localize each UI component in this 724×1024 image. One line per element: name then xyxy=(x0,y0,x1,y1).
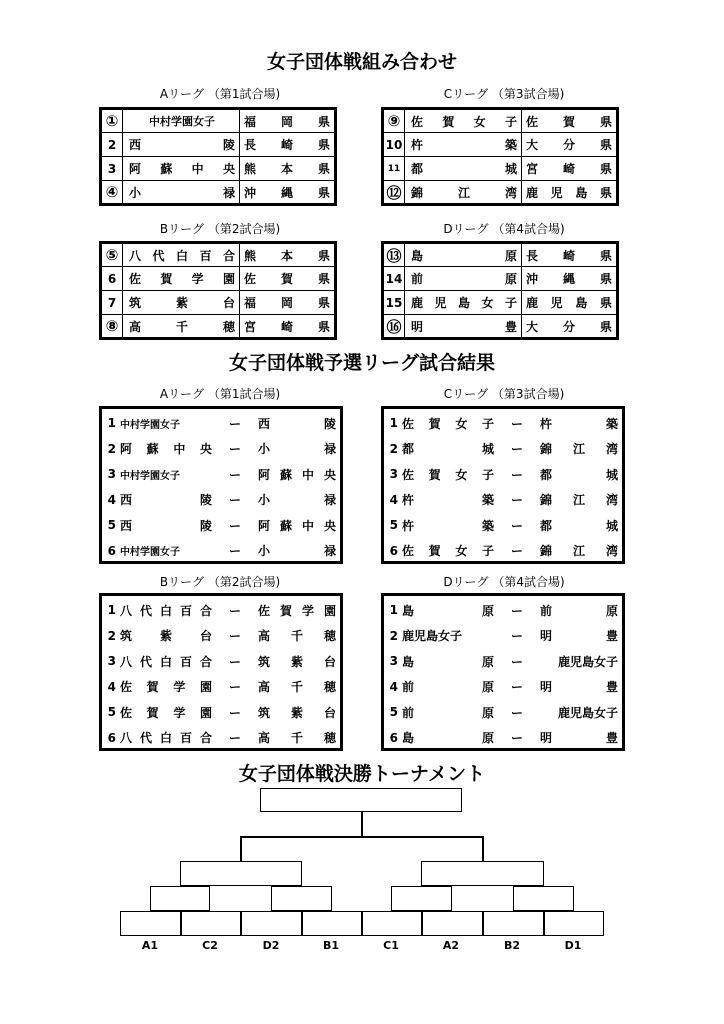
match-number: 3 xyxy=(107,467,116,481)
versus-dash: ー xyxy=(510,416,523,431)
match-number: 5 xyxy=(107,518,116,532)
versus-dash: ー xyxy=(510,467,523,482)
bracket-line xyxy=(240,836,483,838)
results-title: 女子団体戦予選リーグ試合結果 xyxy=(228,352,495,374)
versus-dash: ー xyxy=(228,493,241,507)
match-number: 6 xyxy=(107,543,116,558)
home-team: 都 城 xyxy=(402,442,494,456)
versus-dash: ー xyxy=(228,603,241,618)
prefecture: 大 分 県 xyxy=(526,319,612,334)
prefecture: 長 崎 県 xyxy=(244,138,330,152)
results-d-label: Dリーグ （第4試合場) xyxy=(443,575,565,589)
away-team: 佐 賀 学 園 xyxy=(258,603,336,618)
away-team: 高 千 穂 xyxy=(258,731,336,745)
pairing-number: 7 xyxy=(101,291,123,315)
prefecture: 沖 縄 県 xyxy=(526,272,612,286)
pairing-number: ⑤ xyxy=(101,243,123,267)
home-team: 西 陵 xyxy=(120,493,212,507)
away-team: 前 原 xyxy=(540,603,618,618)
away-team: 杵 築 xyxy=(540,416,618,431)
prefecture: 長 崎 県 xyxy=(526,248,612,263)
team-name: 佐 賀 学 園 xyxy=(129,272,235,286)
match-number: 3 xyxy=(389,467,398,481)
team-name: 島 原 xyxy=(411,248,517,263)
team-name: 高 千 穂 xyxy=(129,319,235,334)
team-name: 佐 賀 女 子 xyxy=(411,114,517,129)
versus-dash: ー xyxy=(228,416,241,431)
home-team: 前 原 xyxy=(402,680,494,694)
team-name: 西 陵 xyxy=(129,138,235,152)
away-team: 都 城 xyxy=(540,467,618,482)
versus-dash: ー xyxy=(510,493,523,507)
home-team: 八 代 白 百 合 xyxy=(120,731,212,745)
home-team: 阿 蘇 中 央 xyxy=(120,442,212,456)
match-number: 3 xyxy=(389,654,398,668)
results-b-label: Bリーグ （第2試合場) xyxy=(159,575,281,589)
versus-dash: ー xyxy=(228,705,241,720)
slot-label: C1 xyxy=(383,939,399,952)
home-team: 中村学園女子 xyxy=(120,419,180,431)
slot-label: D2 xyxy=(262,939,280,952)
bracket-line xyxy=(180,911,182,936)
prefecture: 大 分 県 xyxy=(526,138,612,152)
match-number: 2 xyxy=(107,628,116,643)
match-number: 4 xyxy=(389,492,398,507)
versus-dash: ー xyxy=(510,518,523,533)
bracket-line xyxy=(361,911,363,936)
versus-dash: ー xyxy=(228,518,241,533)
versus-dash: ー xyxy=(228,654,241,669)
team-name: 阿 蘇 中 央 xyxy=(129,162,235,176)
pairing-number: ⑬ xyxy=(383,243,405,267)
match-number: 5 xyxy=(389,705,398,719)
home-team: 筑 紫 台 xyxy=(120,629,212,643)
home-team: 佐 賀 学 園 xyxy=(120,705,212,720)
match-number: 4 xyxy=(107,679,116,694)
home-team: 八 代 白 百 合 xyxy=(120,603,212,618)
pairing-number: 10 xyxy=(383,133,405,157)
quarterfinal-box xyxy=(513,886,574,911)
pairing-number: 15 xyxy=(383,291,405,315)
versus-dash: ー xyxy=(510,544,523,558)
match-number: 5 xyxy=(107,705,116,719)
home-team: 前 原 xyxy=(402,705,494,720)
versus-dash: ー xyxy=(510,442,523,456)
match-number: 1 xyxy=(107,416,116,430)
match-number: 6 xyxy=(389,730,398,745)
home-team: 佐 賀 女 子 xyxy=(402,467,494,482)
away-team: 西 陵 xyxy=(258,416,336,431)
away-team: 小 禄 xyxy=(258,493,336,507)
quarterfinal-box xyxy=(391,886,452,911)
bracket-line xyxy=(240,911,242,936)
slot-label: D1 xyxy=(564,939,582,952)
pairing-number: 11 xyxy=(383,157,405,181)
team-name: 小 禄 xyxy=(129,185,235,200)
versus-dash: ー xyxy=(510,603,523,618)
away-team: 阿 蘇 中 央 xyxy=(258,518,336,533)
prefecture: 鹿 児 島 県 xyxy=(526,296,612,310)
away-team: 都 城 xyxy=(540,518,618,533)
home-team: 佐 賀 女 子 xyxy=(402,416,494,431)
team-name: 杵 築 xyxy=(411,138,517,152)
match-number: 2 xyxy=(107,441,116,456)
pairing-number: ⑧ xyxy=(101,315,123,339)
away-team: 明 豊 xyxy=(540,680,618,694)
pairing-number: 14 xyxy=(383,267,405,291)
away-team: 明 豊 xyxy=(540,629,618,643)
versus-dash: ー xyxy=(228,544,241,558)
slot-label: B2 xyxy=(503,939,521,952)
match-number: 1 xyxy=(389,416,398,430)
versus-dash: ー xyxy=(228,442,241,456)
match-number: 1 xyxy=(107,603,116,617)
home-team: 島 原 xyxy=(402,654,494,669)
slot-label: B1 xyxy=(322,939,340,952)
results-c-label: Cリーグ （第3試合場) xyxy=(443,387,565,401)
match-number: 1 xyxy=(389,603,398,617)
pairing-a-label: Aリーグ （第1試合場) xyxy=(159,87,281,101)
away-team: 筑 紫 台 xyxy=(258,705,336,720)
team-name: 中村学園女子 xyxy=(149,115,215,128)
versus-dash: ー xyxy=(510,680,523,694)
home-team: 島 原 xyxy=(402,603,494,618)
versus-dash: ー xyxy=(228,731,241,745)
prefecture: 沖 縄 県 xyxy=(244,185,330,200)
team-name: 錦 江 湾 xyxy=(411,185,517,200)
slot-label: A1 xyxy=(141,939,159,952)
pairing-c-label: Cリーグ （第3試合場) xyxy=(443,87,565,101)
bracket-line xyxy=(482,836,484,861)
away-team: 錦 江 湾 xyxy=(540,544,618,558)
away-team: 高 千 穂 xyxy=(258,629,336,643)
semifinal-box-left xyxy=(180,861,302,886)
home-team: 佐 賀 学 園 xyxy=(120,680,212,694)
prefecture: 福 岡 県 xyxy=(244,114,330,129)
away-team: 阿 蘇 中 央 xyxy=(258,467,336,482)
away-team: 高 千 穂 xyxy=(258,680,336,694)
semifinal-box-right xyxy=(421,861,544,886)
home-team: 鹿児島女子 xyxy=(402,629,463,643)
versus-dash: ー xyxy=(510,705,523,720)
pairings-title: 女子団体戦組み合わせ xyxy=(266,51,457,73)
team-name: 筑 紫 台 xyxy=(129,296,235,310)
tournament-title: 女子団体戦決勝トーナメント xyxy=(238,763,486,785)
bracket-line xyxy=(301,911,303,936)
away-team: 明 豊 xyxy=(540,731,618,745)
home-team: 杵 築 xyxy=(402,518,494,533)
slot-label: C2 xyxy=(202,939,218,952)
home-team: 中村学園女子 xyxy=(120,547,180,558)
pairing-number: 3 xyxy=(101,157,123,181)
home-team: 中村学園女子 xyxy=(120,470,180,482)
away-team: 錦 江 湾 xyxy=(540,493,618,507)
match-number: 4 xyxy=(107,492,116,507)
away-team: 筑 紫 台 xyxy=(258,654,336,669)
match-number: 2 xyxy=(389,441,398,456)
away-team: 錦 江 湾 xyxy=(540,442,618,456)
team-name: 都 城 xyxy=(411,162,517,176)
slot-label: A2 xyxy=(442,939,460,952)
match-number: 4 xyxy=(389,679,398,694)
home-team: 島 原 xyxy=(402,731,494,745)
pairing-number: ⑨ xyxy=(383,109,405,133)
prefecture: 佐 賀 県 xyxy=(244,272,330,286)
bracket-line xyxy=(361,812,363,836)
prefecture: 熊 本 県 xyxy=(244,162,330,176)
versus-dash: ー xyxy=(510,629,523,643)
bracket-line xyxy=(482,911,484,936)
prefecture: 宮 崎 県 xyxy=(526,162,612,176)
pairing-d-label: Dリーグ （第4試合場) xyxy=(443,222,565,236)
quarterfinal-box xyxy=(271,886,332,911)
final-box xyxy=(260,788,462,812)
versus-dash: ー xyxy=(228,680,241,694)
prefecture: 熊 本 県 xyxy=(244,248,330,263)
away-team: 小 禄 xyxy=(258,544,336,558)
match-number: 2 xyxy=(389,628,398,643)
pairing-b-label: Bリーグ （第2試合場) xyxy=(159,222,281,236)
bracket-line xyxy=(543,911,545,936)
versus-dash: ー xyxy=(228,629,241,643)
results-a-label: Aリーグ （第1試合場) xyxy=(159,387,281,401)
match-number: 3 xyxy=(107,654,116,668)
away-team: 鹿児島女子 xyxy=(557,654,618,669)
prefecture: 佐 賀 県 xyxy=(526,114,612,129)
match-number: 6 xyxy=(389,543,398,558)
versus-dash: ー xyxy=(228,467,241,482)
prefecture: 福 岡 県 xyxy=(244,296,330,310)
home-team: 杵 築 xyxy=(402,493,494,507)
prefecture: 宮 崎 県 xyxy=(244,319,330,334)
team-name: 鹿 児 島 女 子 xyxy=(411,296,517,310)
pairing-number: ⑫ xyxy=(383,181,405,205)
match-number: 6 xyxy=(107,730,116,745)
pairing-number: ④ xyxy=(101,181,123,205)
match-number: 5 xyxy=(389,518,398,532)
pairing-number: 6 xyxy=(101,267,123,291)
home-team: 佐 賀 女 子 xyxy=(402,544,494,558)
away-team: 鹿児島女子 xyxy=(557,705,618,720)
pairing-number: ⑯ xyxy=(383,315,405,339)
quarterfinal-box xyxy=(150,886,210,911)
team-name: 前 原 xyxy=(411,272,517,286)
pairing-number: ① xyxy=(101,109,123,133)
home-team: 八 代 白 百 合 xyxy=(120,654,212,669)
pairing-number: 2 xyxy=(101,133,123,157)
versus-dash: ー xyxy=(510,731,523,745)
bracket-line xyxy=(240,836,242,861)
versus-dash: ー xyxy=(510,654,523,669)
prefecture: 鹿 児 島 県 xyxy=(526,185,612,200)
bracket-line xyxy=(421,911,423,936)
team-name: 明 豊 xyxy=(411,319,517,334)
team-name: 八 代 白 百 合 xyxy=(129,248,235,263)
home-team: 西 陵 xyxy=(120,518,212,533)
away-team: 小 禄 xyxy=(258,442,336,456)
